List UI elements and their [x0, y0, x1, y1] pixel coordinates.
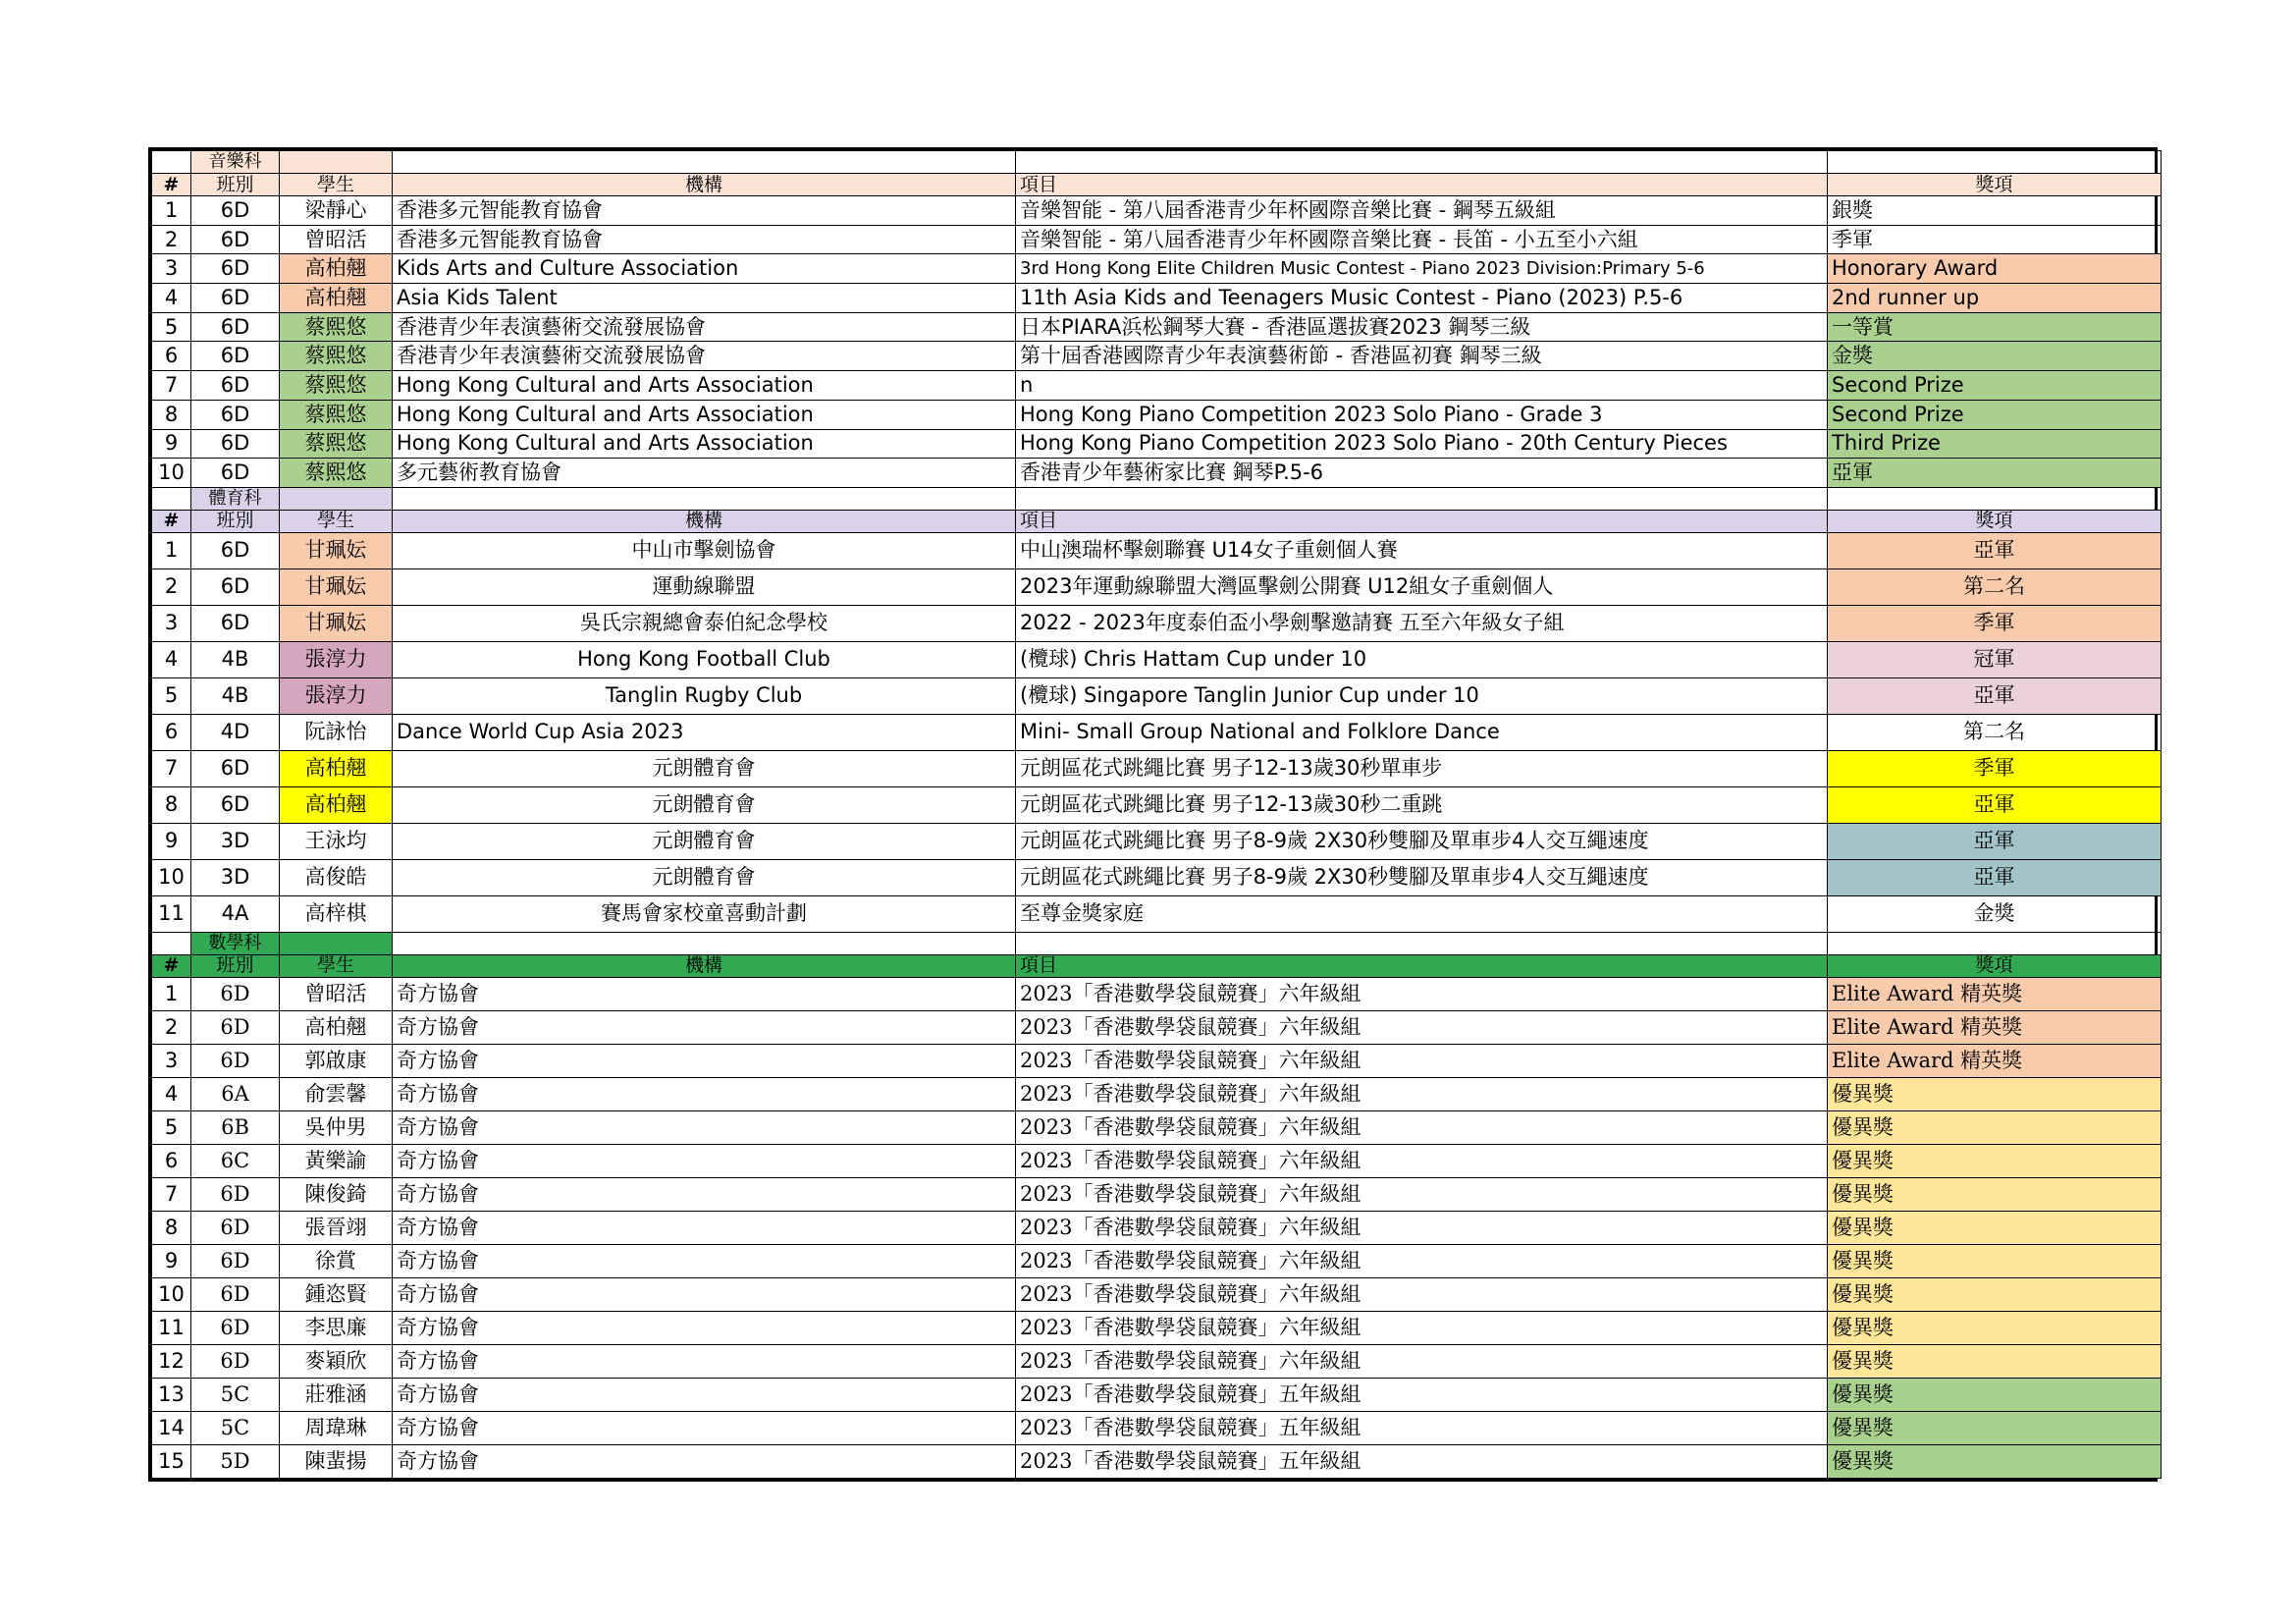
row-class: 6D [191, 1277, 280, 1311]
row-class: 6D [191, 1044, 280, 1077]
row-item: 2023「香港數學袋鼠競賽」六年級組 [1016, 1311, 1828, 1344]
row-org: 奇方協會 [393, 1444, 1016, 1478]
row-org: 奇方協會 [393, 1077, 1016, 1110]
header-num: # [152, 174, 191, 196]
row-item: Mini- Small Group National and Folklore Dance [1016, 714, 1828, 750]
row-student: 王泳均 [280, 823, 393, 859]
row-class: 6D [191, 977, 280, 1010]
row-class: 6D [191, 1177, 280, 1211]
row-num: 7 [152, 750, 191, 786]
row-item: 至尊金獎家庭 [1016, 895, 1828, 932]
row-student: 陳俊錡 [280, 1177, 393, 1211]
row-num: 8 [152, 786, 191, 823]
row-class: 5C [191, 1378, 280, 1411]
row-class: 6D [191, 429, 280, 459]
table-row [152, 677, 2162, 714]
section-title-row [152, 151, 2162, 174]
row-student: 吳仲男 [280, 1110, 393, 1144]
table-row [152, 859, 2162, 895]
row-item: 2023「香港數學袋鼠競賽」六年級組 [1016, 1344, 1828, 1378]
row-prize: 冠軍 [1828, 641, 2162, 677]
table-row [152, 371, 2162, 401]
row-class: 6D [191, 605, 280, 641]
row-prize: 季軍 [1828, 605, 2162, 641]
header-prize: 獎項 [1828, 174, 2162, 196]
row-student: 梁靜心 [280, 196, 393, 226]
pe-section [152, 487, 2162, 932]
header-num: # [152, 954, 191, 977]
row-class: 6B [191, 1110, 280, 1144]
row-item: 2023「香港數學袋鼠競賽」六年級組 [1016, 1211, 1828, 1244]
row-org: 香港多元智能教育協會 [393, 196, 1016, 226]
row-num: 5 [152, 312, 191, 342]
row-item: 2023「香港數學袋鼠競賽」六年級組 [1016, 1077, 1828, 1110]
row-org: 奇方協會 [393, 1411, 1016, 1444]
table-row [152, 254, 2162, 284]
row-student: 高柏翹 [280, 284, 393, 313]
header-class: 班別 [191, 174, 280, 196]
header-row [152, 510, 2162, 532]
table-row [152, 895, 2162, 932]
header-org: 機構 [393, 174, 1016, 196]
row-student: 高柏翹 [280, 786, 393, 823]
row-item: 日本PIARA浜松鋼琴大賽 - 香港區選拔賽2023 鋼琴三級 [1016, 312, 1828, 342]
table-row [152, 1211, 2162, 1244]
row-num: 4 [152, 1077, 191, 1110]
row-org: 香港多元智能教育協會 [393, 225, 1016, 254]
row-prize: 亞軍 [1828, 532, 2162, 568]
row-class: 6D [191, 371, 280, 401]
row-num: 11 [152, 895, 191, 932]
row-student: 俞雲馨 [280, 1077, 393, 1110]
row-prize: 優異獎 [1828, 1110, 2162, 1144]
row-prize: 亞軍 [1828, 859, 2162, 895]
row-num: 1 [152, 977, 191, 1010]
row-item: 2023「香港數學袋鼠競賽」六年級組 [1016, 1177, 1828, 1211]
row-prize: 優異獎 [1828, 1311, 2162, 1344]
row-item: (欖球) Singapore Tanglin Junior Cup under 10 [1016, 677, 1828, 714]
row-student: 曾昭活 [280, 977, 393, 1010]
header-student: 學生 [280, 954, 393, 977]
row-student: 周瑋琳 [280, 1411, 393, 1444]
table-row [152, 641, 2162, 677]
row-num: 7 [152, 1177, 191, 1211]
row-num: 9 [152, 823, 191, 859]
row-item: 2023「香港數學袋鼠競賽」五年級組 [1016, 1378, 1828, 1411]
row-num: 3 [152, 254, 191, 284]
row-class: 6D [191, 1244, 280, 1277]
row-student: 麥穎欣 [280, 1344, 393, 1378]
row-item: 中山澳瑞杯擊劍聯賽 U14女子重劍個人賽 [1016, 532, 1828, 568]
table-row [152, 1177, 2162, 1211]
row-student: 蔡熙悠 [280, 342, 393, 371]
row-prize: 優異獎 [1828, 1344, 2162, 1378]
row-org: 奇方協會 [393, 1378, 1016, 1411]
row-student: 張淳力 [280, 641, 393, 677]
row-prize: 銀獎 [1828, 196, 2162, 226]
row-item: (欖球) Chris Hattam Cup under 10 [1016, 641, 1828, 677]
row-student: 郭啟康 [280, 1044, 393, 1077]
table-row [152, 1444, 2162, 1478]
table-row [152, 312, 2162, 342]
row-num: 2 [152, 1010, 191, 1044]
row-class: 6D [191, 459, 280, 488]
row-student: 張淳力 [280, 677, 393, 714]
row-item: 2023年運動線聯盟大灣區擊劍公開賽 U12組女子重劍個人 [1016, 568, 1828, 605]
row-org: 奇方協會 [393, 1277, 1016, 1311]
row-class: 4B [191, 677, 280, 714]
music-section [152, 151, 2162, 488]
row-org: 奇方協會 [393, 977, 1016, 1010]
table-row [152, 284, 2162, 313]
row-item: 2023「香港數學袋鼠競賽」六年級組 [1016, 1144, 1828, 1177]
row-prize: Elite Award 精英獎 [1828, 1044, 2162, 1077]
row-prize: 亞軍 [1828, 459, 2162, 488]
row-org: 多元藝術教育協會 [393, 459, 1016, 488]
table-row [152, 429, 2162, 459]
row-student: 高梓棋 [280, 895, 393, 932]
row-org: Kids Arts and Culture Association [393, 254, 1016, 284]
row-student: 張晉翊 [280, 1211, 393, 1244]
table-row [152, 750, 2162, 786]
row-org: 奇方協會 [393, 1044, 1016, 1077]
row-class: 4D [191, 714, 280, 750]
row-class: 6D [191, 196, 280, 226]
table-row [152, 1311, 2162, 1344]
table-row [152, 459, 2162, 488]
row-class: 6D [191, 532, 280, 568]
row-student: 甘珮妘 [280, 605, 393, 641]
row-org: 奇方協會 [393, 1244, 1016, 1277]
row-class: 6D [191, 1344, 280, 1378]
row-num: 6 [152, 1144, 191, 1177]
row-prize: 優異獎 [1828, 1277, 2162, 1311]
table-row [152, 1411, 2162, 1444]
table-row [152, 605, 2162, 641]
row-student: 甘珮妘 [280, 532, 393, 568]
row-org: 中山市擊劍協會 [393, 532, 1016, 568]
row-org: 奇方協會 [393, 1177, 1016, 1211]
row-num: 3 [152, 1044, 191, 1077]
row-org: 奇方協會 [393, 1344, 1016, 1378]
row-prize: 優異獎 [1828, 1144, 2162, 1177]
row-org: 奇方協會 [393, 1110, 1016, 1144]
header-row [152, 174, 2162, 196]
row-item: 2023「香港數學袋鼠競賽」六年級組 [1016, 1244, 1828, 1277]
row-num: 2 [152, 568, 191, 605]
math-section [152, 932, 2162, 1478]
row-prize: 優異獎 [1828, 1411, 2162, 1444]
header-org: 機構 [393, 954, 1016, 977]
row-org: Tanglin Rugby Club [393, 677, 1016, 714]
row-student: 蔡熙悠 [280, 400, 393, 429]
row-org: 奇方協會 [393, 1311, 1016, 1344]
header-class: 班別 [191, 510, 280, 532]
row-student: 蔡熙悠 [280, 459, 393, 488]
row-org: 香港青少年表演藝術交流發展協會 [393, 342, 1016, 371]
row-num: 7 [152, 371, 191, 401]
header-row [152, 954, 2162, 977]
table-row [152, 1344, 2162, 1378]
row-prize: 亞軍 [1828, 823, 2162, 859]
row-prize: Elite Award 精英獎 [1828, 1010, 2162, 1044]
row-prize: 2nd runner up [1828, 284, 2162, 313]
section-title: 數學科 [191, 932, 280, 954]
row-num: 5 [152, 677, 191, 714]
row-student: 蔡熙悠 [280, 312, 393, 342]
row-prize: 優異獎 [1828, 1244, 2162, 1277]
row-item: 元朗區花式跳繩比賽 男子8-9歲 2X30秒雙腳及單車步4人交互繩速度 [1016, 859, 1828, 895]
row-org: Hong Kong Cultural and Arts Association [393, 429, 1016, 459]
row-num: 9 [152, 1244, 191, 1277]
header-item: 項目 [1016, 954, 1828, 977]
table-row [152, 1077, 2162, 1110]
row-item: 2022 - 2023年度泰伯盃小學劍擊邀請賽 五至六年級女子組 [1016, 605, 1828, 641]
row-org: 吳氏宗親總會泰伯紀念學校 [393, 605, 1016, 641]
section-title: 音樂科 [191, 151, 280, 174]
header-student: 學生 [280, 174, 393, 196]
row-student: 甘珮妘 [280, 568, 393, 605]
header-org: 機構 [393, 510, 1016, 532]
row-student: 黃樂諭 [280, 1144, 393, 1177]
row-prize: 金獎 [1828, 342, 2162, 371]
row-class: 5C [191, 1411, 280, 1444]
row-item: 香港青少年藝術家比賽 鋼琴P.5-6 [1016, 459, 1828, 488]
row-class: 3D [191, 823, 280, 859]
row-org: 奇方協會 [393, 1144, 1016, 1177]
awards-sheet [148, 147, 2158, 1482]
table-row [152, 225, 2162, 254]
row-org: 運動線聯盟 [393, 568, 1016, 605]
row-num: 10 [152, 459, 191, 488]
row-num: 13 [152, 1378, 191, 1411]
row-num: 12 [152, 1344, 191, 1378]
row-class: 6D [191, 254, 280, 284]
section-title-row [152, 932, 2162, 954]
row-num: 8 [152, 400, 191, 429]
table-row [152, 823, 2162, 859]
row-class: 6D [191, 342, 280, 371]
row-item: 11th Asia Kids and Teenagers Music Contest - Piano (2023) P.5-6 [1016, 284, 1828, 313]
row-org: Hong Kong Cultural and Arts Association [393, 400, 1016, 429]
row-org: Hong Kong Football Club [393, 641, 1016, 677]
row-item: 2023「香港數學袋鼠競賽」五年級組 [1016, 1444, 1828, 1478]
row-class: 6A [191, 1077, 280, 1110]
row-item: 2023「香港數學袋鼠競賽」六年級組 [1016, 1110, 1828, 1144]
row-num: 2 [152, 225, 191, 254]
row-num: 1 [152, 196, 191, 226]
table-row [152, 714, 2162, 750]
table-row [152, 1378, 2162, 1411]
row-class: 4B [191, 641, 280, 677]
row-student: 莊雅涵 [280, 1378, 393, 1411]
row-org: 元朗體育會 [393, 859, 1016, 895]
row-num: 6 [152, 714, 191, 750]
row-class: 6D [191, 400, 280, 429]
row-org: 奇方協會 [393, 1010, 1016, 1044]
table-row [152, 568, 2162, 605]
row-class: 6C [191, 1144, 280, 1177]
row-item: Hong Kong Piano Competition 2023 Solo Piano - Grade 3 [1016, 400, 1828, 429]
row-prize: Honorary Award [1828, 254, 2162, 284]
row-class: 6D [191, 1311, 280, 1344]
row-org: Hong Kong Cultural and Arts Association [393, 371, 1016, 401]
row-org: 元朗體育會 [393, 750, 1016, 786]
row-prize: Second Prize [1828, 400, 2162, 429]
table-row [152, 977, 2162, 1010]
row-student: 高柏翹 [280, 1010, 393, 1044]
header-item: 項目 [1016, 174, 1828, 196]
row-student: 高柏翹 [280, 254, 393, 284]
header-prize: 獎項 [1828, 954, 2162, 977]
row-student: 曾昭活 [280, 225, 393, 254]
row-class: 5D [191, 1444, 280, 1478]
row-org: Asia Kids Talent [393, 284, 1016, 313]
header-student: 學生 [280, 510, 393, 532]
header-item: 項目 [1016, 510, 1828, 532]
table-row [152, 1144, 2162, 1177]
row-prize: 優異獎 [1828, 1077, 2162, 1110]
row-num: 3 [152, 605, 191, 641]
row-class: 3D [191, 859, 280, 895]
row-item: 2023「香港數學袋鼠競賽」六年級組 [1016, 1277, 1828, 1311]
table-row [152, 1044, 2162, 1077]
row-num: 15 [152, 1444, 191, 1478]
row-item: 音樂智能 - 第八屆香港青少年杯國際音樂比賽 - 鋼琴五級組 [1016, 196, 1828, 226]
row-class: 6D [191, 1211, 280, 1244]
row-org: 奇方協會 [393, 1211, 1016, 1244]
section-title: 體育科 [191, 487, 280, 510]
row-num: 1 [152, 532, 191, 568]
row-num: 5 [152, 1110, 191, 1144]
row-student: 鍾恣賢 [280, 1277, 393, 1311]
row-student: 徐賞 [280, 1244, 393, 1277]
header-prize: 獎項 [1828, 510, 2162, 532]
row-prize: 一等賞 [1828, 312, 2162, 342]
row-item: Hong Kong Piano Competition 2023 Solo Piano - 20th Century Pieces [1016, 429, 1828, 459]
row-prize: 金獎 [1828, 895, 2162, 932]
row-prize: 亞軍 [1828, 786, 2162, 823]
row-org: 元朗體育會 [393, 786, 1016, 823]
row-item: 2023「香港數學袋鼠競賽」五年級組 [1016, 1411, 1828, 1444]
row-num: 8 [152, 1211, 191, 1244]
row-student: 高柏翹 [280, 750, 393, 786]
row-prize: Second Prize [1828, 371, 2162, 401]
table-row [152, 1244, 2162, 1277]
row-item: 2023「香港數學袋鼠競賽」六年級組 [1016, 977, 1828, 1010]
header-class: 班別 [191, 954, 280, 977]
table-row [152, 400, 2162, 429]
awards-table [151, 150, 2162, 1479]
section-title-row [152, 487, 2162, 510]
row-org: 元朗體育會 [393, 823, 1016, 859]
table-row [152, 196, 2162, 226]
row-org: Dance World Cup Asia 2023 [393, 714, 1016, 750]
row-prize: 季軍 [1828, 750, 2162, 786]
row-class: 6D [191, 750, 280, 786]
row-student: 蔡熙悠 [280, 371, 393, 401]
row-item: 元朗區花式跳繩比賽 男子12-13歲30秒二重跳 [1016, 786, 1828, 823]
row-student: 阮詠怡 [280, 714, 393, 750]
row-item: 2023「香港數學袋鼠競賽」六年級組 [1016, 1010, 1828, 1044]
row-item: 元朗區花式跳繩比賽 男子12-13歲30秒單車步 [1016, 750, 1828, 786]
row-prize: Elite Award 精英獎 [1828, 977, 2162, 1010]
table-row [152, 1010, 2162, 1044]
row-prize: 優異獎 [1828, 1378, 2162, 1411]
table-row [152, 1110, 2162, 1144]
row-class: 6D [191, 786, 280, 823]
row-prize: 優異獎 [1828, 1177, 2162, 1211]
table-row [152, 342, 2162, 371]
row-prize: 季軍 [1828, 225, 2162, 254]
row-num: 9 [152, 429, 191, 459]
table-row [152, 1277, 2162, 1311]
row-class: 4A [191, 895, 280, 932]
row-class: 6D [191, 1010, 280, 1044]
row-class: 6D [191, 284, 280, 313]
row-class: 6D [191, 568, 280, 605]
row-num: 10 [152, 1277, 191, 1311]
row-org: 香港青少年表演藝術交流發展協會 [393, 312, 1016, 342]
row-item: 元朗區花式跳繩比賽 男子8-9歲 2X30秒雙腳及單車步4人交互繩速度 [1016, 823, 1828, 859]
row-prize: 第二名 [1828, 714, 2162, 750]
row-prize: 優異獎 [1828, 1211, 2162, 1244]
row-class: 6D [191, 312, 280, 342]
row-num: 11 [152, 1311, 191, 1344]
row-class: 6D [191, 225, 280, 254]
row-item: 音樂智能 - 第八屆香港青少年杯國際音樂比賽 - 長笛 - 小五至小六組 [1016, 225, 1828, 254]
row-num: 4 [152, 641, 191, 677]
header-num: # [152, 510, 191, 532]
row-org: 賽馬會家校童喜動計劃 [393, 895, 1016, 932]
row-item: 2023「香港數學袋鼠競賽」六年級組 [1016, 1044, 1828, 1077]
row-prize: 亞軍 [1828, 677, 2162, 714]
row-student: 蔡熙悠 [280, 429, 393, 459]
row-item: 3rd Hong Kong Elite Children Music Contest - Piano 2023 Division:Primary 5-6 [1016, 254, 1828, 284]
row-num: 10 [152, 859, 191, 895]
row-item: n [1016, 371, 1828, 401]
row-student: 陳蜚揚 [280, 1444, 393, 1478]
row-student: 高俊皓 [280, 859, 393, 895]
row-num: 6 [152, 342, 191, 371]
row-num: 14 [152, 1411, 191, 1444]
row-num: 4 [152, 284, 191, 313]
table-row [152, 786, 2162, 823]
table-row [152, 532, 2162, 568]
row-item: 第十屆香港國際青少年表演藝術節 - 香港區初賽 鋼琴三級 [1016, 342, 1828, 371]
row-prize: 優異獎 [1828, 1444, 2162, 1478]
row-student: 李思廉 [280, 1311, 393, 1344]
row-prize: 第二名 [1828, 568, 2162, 605]
row-prize: Third Prize [1828, 429, 2162, 459]
